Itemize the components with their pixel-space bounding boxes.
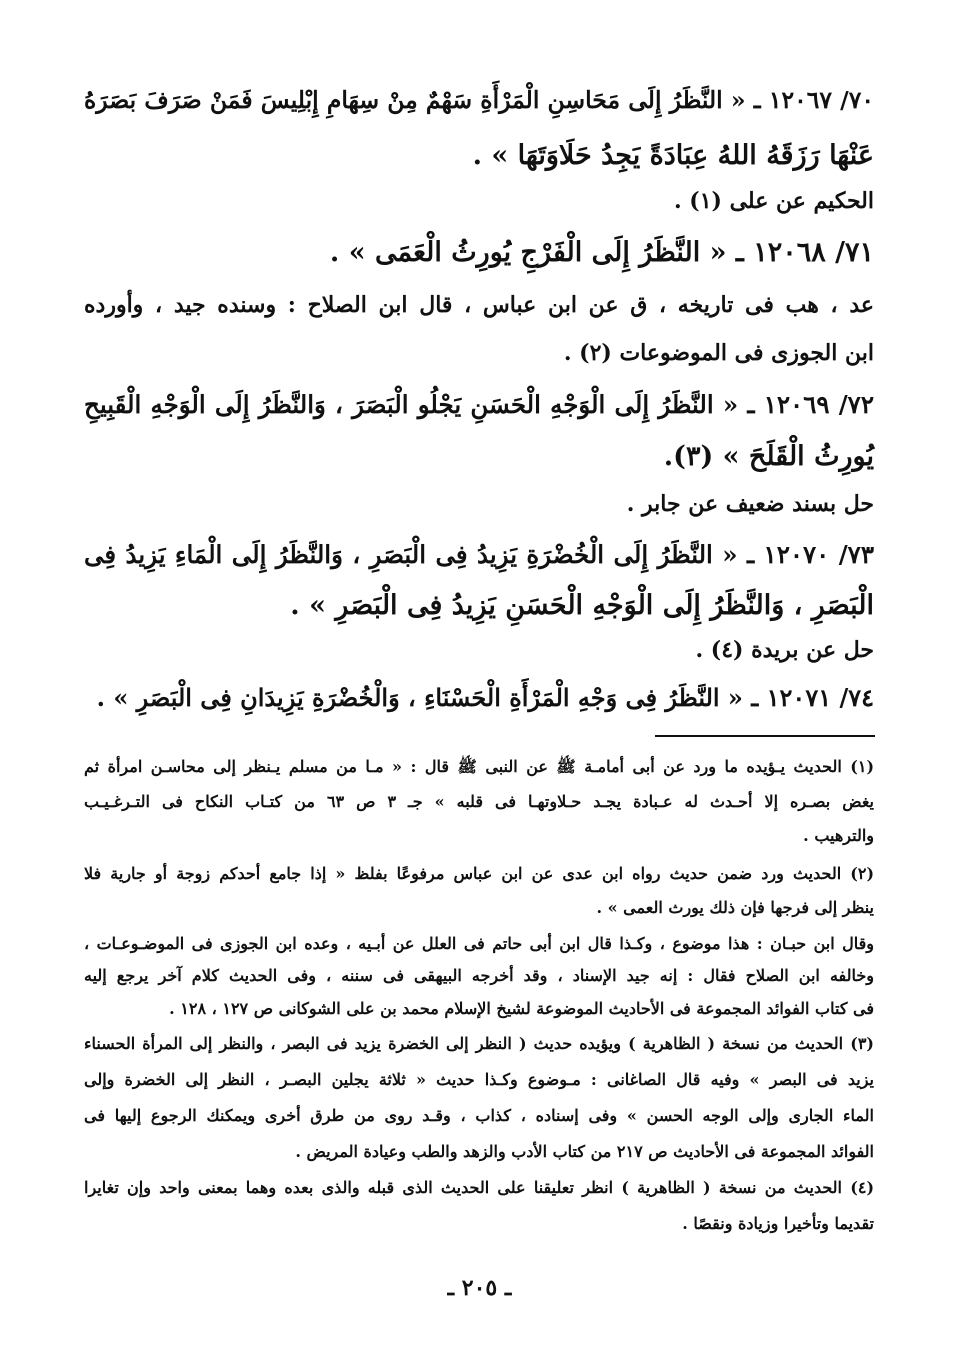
footnote-2-line-3: وقال ابن حبـان : هذا موضوع ، وكـذا قال ابن أبى حاتم فى العلل عن أبـيه ، وعده ابن الجوزى فى الموضـوعـات ، (84, 934, 874, 953)
footnote-3-line-1: (٣) الحديث من نسخة ( الظاهرية ) ويؤيده حديث ( النظر إلى الخضرة يزيد فى البصر ، والنظر إلى المرأة الحسناء (84, 1034, 874, 1053)
footnote-3-line-3: الماء الجارى وإلى الوجه الحسن » وفى إسناده ، كذاب ، وقـد روى من طرق أخرى ويمكنك الرجوع إليها فى (84, 1106, 875, 1125)
footnote-2-line-4: وخالفه ابن الصلاح فقال : إنه جيد الإسناد ، وقد أخرجه البيهقى فى سننه ، وفى الحديث كلام آخر يرجع إليه (84, 966, 874, 985)
footnote-1-line-2: يغض بصـره إلا أحـدث له عـبادة يجـد حـلاوتهـا فى قلبه » جـ ٣ ص ٦٣ من كتـاب النكاح فى التـرغـيـب (84, 792, 875, 811)
footnote-2-line-2: ينظر إلى فرجها فإن ذلك يورث العمى » . (596, 898, 874, 917)
hadith-72-line-2: يُورِثُ الْقَلَحَ » (٣). (663, 441, 874, 472)
hadith-71-source-line-2: ابن الجوزى فى الموضوعات (٢) . (563, 340, 874, 366)
hadith-73-line-1: ٧٣/ ١٢٠٧٠ ـ « النَّظَرُ إِلَى الْخُضْرَةِ يَزِيدُ فِى الْبَصَرِ ، وَالنَّظَرُ إِلَى الْمَاءِ يَزِيدُ فِى (84, 540, 874, 569)
footnote-3-line-2: يزيد فى البصر » وفيه قال الصاغانى : مـوضوع وكـذا حديث « ثلاثة يجلين البصـر ، النظر إلى الخضرة وإلى (84, 1070, 875, 1089)
hadith-70-line-1: ٧٠/ ١٢٠٦٧ ـ « النَّظَرُ إِلَى مَحَاسِنِ الْمَرْأَةِ سَهْمٌ مِنْ سِهَامِ إِبْلِيسَ فَمَنْ صَرَفَ بَصَرَهُ (84, 86, 874, 114)
footnote-4-line-1: (٤) الحديث من نسخة ( الظاهرية ) انظر تعليقنا على الحديث الذى قبله والذى بعده وهما بمعنى واحد وإن تغايرا (84, 1178, 875, 1197)
hadith-71-line-1: ٧١/ ١٢٠٦٨ ـ « النَّظَرُ إِلَى الْفَرْجِ يُورِثُ الْعَمَى » . (329, 237, 874, 268)
hadith-70-line-2: عَنْهَا رَزَقَهُ اللهُ عِبَادَةً يَجِدُ حَلَاوَتَهَا » . (472, 140, 874, 171)
page-number: ـ ٢٠٥ ـ (447, 1275, 512, 1301)
footnote-divider (655, 735, 875, 737)
footnote-2-line-5: فى كتاب الفوائد المجموعة فى الأحاديث الموضوعة لشيخ الإسلام محمد بن على الشوكانى ص ١٢٧ ، ١٢٨ . (169, 999, 874, 1018)
footnote-1-line-3: والترهيب . (803, 826, 874, 845)
footnote-1-line-1: (١) الحديث يـؤيده ما ورد عن أبى أمامـة ﷺ عن النبى ﷺ قال : « مـا من مسلم يـنظر إلى محاسـن امرأة ثم (84, 757, 875, 776)
hadith-70-source: الحكيم عن على (١) . (673, 188, 874, 214)
hadith-72-source: حل بسند ضعيف عن جابر . (626, 491, 874, 517)
footnote-3-line-4: الفوائد المجموعة فى الأحاديث ص ٢١٧ من كتاب الأدب والزهد والطب وعيادة المريض . (295, 1142, 874, 1161)
hadith-71-source-line-1: عد ، هب فى تاريخه ، ق عن ابن عباس ، قال ابن الصلاح : وسنده جيد ، وأورده (84, 292, 874, 318)
hadith-73-line-2: الْبَصَرِ ، وَالنَّظَرُ إِلَى الْوَجْهِ الْحَسَنِ يَزِيدُ فِى الْبَصَرِ » . (290, 590, 874, 621)
hadith-73-source: حل عن بريدة (٤) . (695, 637, 874, 663)
footnote-2-line-1: (٢) الحديث ورد ضمن حديث رواه ابن عدى عن ابن عباس مرفوعًا بفلظ « إذا جامع أحدكم زوجة أو جارية فلا (84, 864, 875, 883)
hadith-72-line-1: ٧٢/ ١٢٠٦٩ ـ « النَّظَرُ إِلَى الْوَجْهِ الْحَسَنِ يَجْلُو الْبَصَرَ ، وَالنَّظَرُ إِلَى الْوَجْهِ الْقَبِيحِ (84, 390, 874, 419)
hadith-74-line-1: ٧٤/ ١٢٠٧١ ـ « النَّظَرُ فِى وَجْهِ الْمَرْأَةِ الْحَسْنَاءِ ، وَالْخُضْرَةِ يَزِيدَانِ فِى الْبَصَرِ » . (96, 683, 874, 712)
footnote-4-line-2: تقديما وتأخيرا وزيادة ونقصًا . (682, 1214, 874, 1233)
